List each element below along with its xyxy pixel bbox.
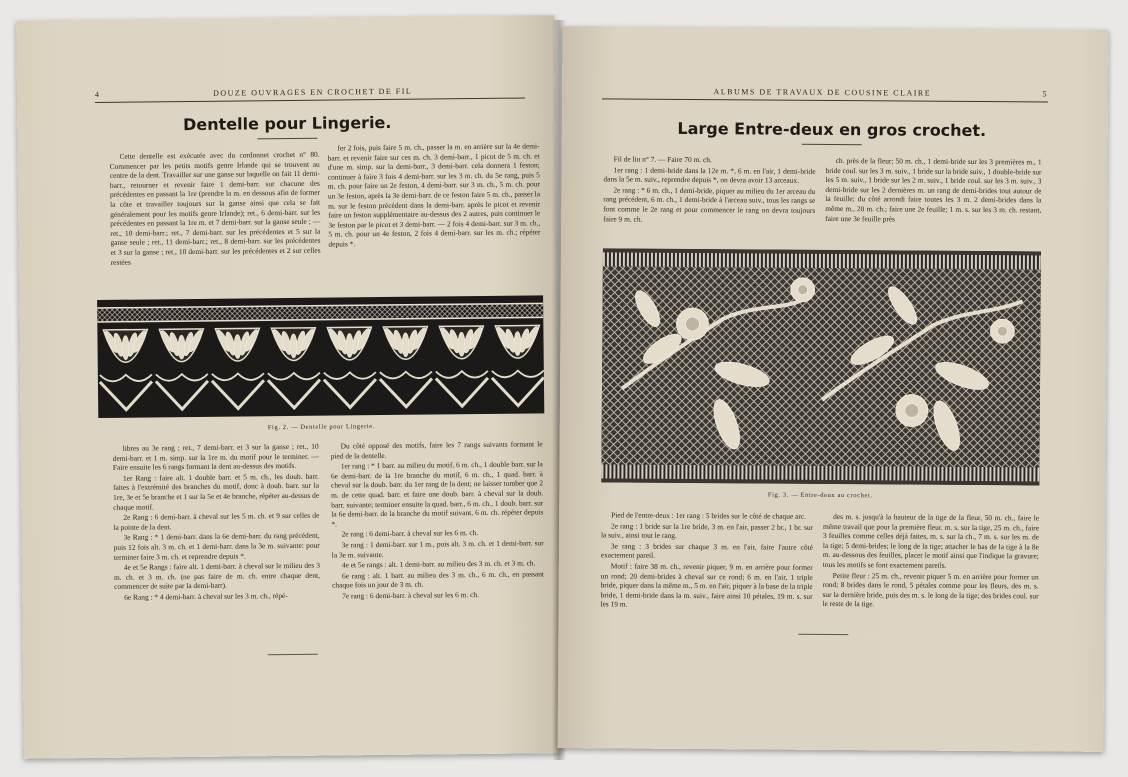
paragraph: 1er rang : * 1 barr. au milieu du motif, 6 m. ch., 1 double barr. sur la 6e demi-barr. de la 1re branche du motif, 6 m. ch., 1 quad. barr. à cheval sur la doub. barr. du 1er rang de la dent; ne laisser tomber que 2 m. de cette quad. barr. et faire une doub. barr. à cheval sur la doub. barr. suivante; terminer ensuite la quad. barr., 6 m. ch., 1 doub. barr. sur la 6e demi-barr. de la branche du motif suivant, 6 m. ch. répéter depuis *. [330,459,544,529]
paragraph: 1er Rang : faire alt. 1 double barr. et 5 m. ch., les doub. barr. faites à l'extrémité des branches du motif, donc à doub. barr. sur la 1re, 3e et 5e branche et 1 sur la 5e et 4e branche, répéter au-dessus de chaque motif. [112,471,320,512]
paragraph: 3e Rang : * 1 demi-barr. dans la 6e demi-barr. du rang précédent, puis 12 fois alt. 3 m. ch. et 1 demi-barr. dans la 3e m. suivante: pour terminer faire 3 m. ch. et reprendre depuis *. [113,531,320,562]
paragraph: 3e rang : 1 demi-barr. sur 1 m., puis alt. 3 m. ch. et 1 demi-barr. sur la 3e m. suivante. [331,538,544,560]
left-running-head-text: DOUZE OUVRAGES EN CROCHET DE FIL [213,86,413,98]
fig3-caption: Fig. 3. — Entre-deux au crochet. [767,491,873,500]
right-page [557,26,1108,752]
paragraph: fer 2 fois, puis faire 5 m. ch., passer la m. en arrière sur la 4e demi-barr. et revenir faire sur ces m. ch. 3 demi-barr., 1 picot de 5 m. ch. et d'une m. simp. sur la demi-barr., 3 demi-barr. cela donnera 1 feston; continuer à faire 3 fois 4 demi-barr. sur les 3 m. ch. du 5e rang, puis 5 m. ch. pour faire un 2e feston, 4 demi-barr. sur 3 m. ch., 5 m. ch. pour un 3e feston, après la 3e demi-barr. de ce feston faire 5 m. ch., passer la m. sur le feston précédent dans la demi-barr. après le picot et revenir faire un feston supplémentaire au-dessus des 2 autres, puis continuer le 3e feston par le picot et 3 demi-barr. — 2 fois 4 demi-barr. sur 3 m. ch., 5 m. ch. pour un 4e feston, 2 fois 4 demi-barr. sur les m. ch.; répéter depuis *. [327,141,541,249]
right-bottom-rule [798,634,848,635]
paragraph: libres au 3e rang ; ret., 7 demi-barr. et 3 sur la ganse ; ret., 10 demi-barr. et 1 m. simp. sur la 1re m. du motif pour le terminer. — Faire ensuite les 6 rangs formant la dent au-dessus des motifs. [112,441,319,473]
entre-deux-figure [601,248,1041,485]
paragraph: 4e et 5e Rangs : faire alt. 1 demi-barr. à cheval sur le milieu des 3 m. ch. et 3 m. ch. (ne pas faire de m. ch. entre chaque dent, commencer de suite par la demi-barr). [113,560,321,592]
paragraph: Du côté opposé des motifs, faire les 7 rangs suivants formant le pied de la dentelle. [330,439,543,461]
paragraph: 6e rang : alt. 1 barr. au milieu des 3 m. ch., 6 m. ch., en passant chaque fois un jour de 3 m. ch. [332,569,545,590]
paragraph: Motif : faire 38 m. ch., revenir piquer, 9 m. en arrière pour former un rond; 20 demi-brides à cheval sur ce rond; 6 m. en l'air, 1 triple bride, piquer dans la même m., 5 m. en l'air, piquer à la base de la triple bride, 1 demi-bride dans la m. suiv., faire ainsi 10 pétales, 19 m. s. sur les 19 m. [600,561,813,609]
paragraph: 6e Rang : * 4 demi-barr. à cheval sur les 3 m. ch., répé- [124,590,288,602]
paragraph: Petite fleur : 25 m. ch., revenir piquer 5 m. en arrière pour former un rond; 8 brides dans le rond, 5 pétales comme pour les fleurs, des m. s. sur la dernière bride, puis des m. s. le long de la tige; des brides coul. sur le reste de la tige. [822,570,1039,609]
right-running-head-text: ALBUMS DE TRAVAUX DE COUSINE CLAIRE [713,87,932,98]
paragraph: 2e rang : * 6 m. ch., 1 demi-bride, piquer au milieu du 1er arceau du rang précédent, 6 m. ch., 1 demi-bride à l'arceau suiv., tous les rangs se font comme le 2e rang et pour commencer le rang on devra toujours faire 9 m. ch. [603,185,816,224]
right-title-rule [802,144,862,145]
paragraph: 1er rang : 1 demi-bride dans la 12e m. *, 6 m. en l'air, 1 demi-bride dans la 5e m. suiv., reprendre depuis *, on devra avoir 13 arceaux. [603,165,816,185]
right-page-number: 5 [1042,89,1049,99]
left-bottom-rule [268,654,318,656]
right-col1-bottom [600,510,813,611]
left-running-head [95,86,525,104]
left-title-rule [257,138,317,140]
paragraph: Pied de l'entre-deux : 1er rang : 5 brides sur le côté de chaque arc. [611,510,807,521]
entre-deux-illustration [601,248,1041,485]
paragraph: 3e rang : 3 brides sur chaque 3 m. en l'air, faire l'autre côté exactement pareil. [600,541,813,561]
left-col1-bottom [113,442,321,604]
right-col1-top [603,154,815,226]
left-page-title: Dentelle pour Lingerie. [182,112,392,135]
paragraph: Cette dentelle est exécutée avec du cordonnet crochet n° 80. Commencer par les petits motifs genre Irlande qui se trouvent au centre de la dent. Travailler sur une ganse sur laquelle on fait 11 demi-barr., retourner et revenir faire 1 demi-barr. sur chacune des précédentes en passant la 1re (prendre la m. en dessous afin de former la côte et travailler toujours sur la ganse ainsi que cela se fait généralement pour les motifs genre Irlande); ret., 6 demi-barr. sur les précédentes en passant la 1re m. et 7 demi-barr. sur la ganse seule ; — ret., 10 demi-barr.; ret., 7 demi-barr. sur les précédentes et 5 sur la ganse seule ; ret., 11 demi-barr.; ret., 8 demi-barr. sur les précédentes et 3 sur la ganse ; ret., 10 demi-barr. sur les précédentes et 2 sur celles restées [109,149,321,267]
left-page-number: 4 [94,89,101,100]
left-page [16,15,562,759]
fig2-caption: Fig. 2. — Dentelle pour Lingerie. [267,423,376,432]
left-col2-top [327,141,540,250]
paragraph: 7e rang : 6 demi-barr. à cheval sur les 6 m. ch. [342,589,479,601]
paragraph: 2e Rang : 6 demi-barr. à cheval sur les 5 m. ch. et 9 sur celles de la pointe de la dent. [113,510,320,532]
right-page-title: Large Entre-deux en gros crochet. [677,118,987,141]
lace-edging-illustration [97,295,544,418]
left-col2-bottom [331,439,545,602]
paragraph: des m. s. jusqu'à la hauteur de la tige de la fleur, 50 m. ch., faire le même travail que pour la première fleur. m. s. sur la tige, 25 m. ch., faire 3 feuilles comme celles déjà faites, m. s. sur la ch., 7 m. s. sur les m. de la tige; 5 demi-brides; le long de la tige; attacher le bas de la tige à la 8e m. au-dessous des feuilles, placer le motif ainsi que l'indique la gravure; tous les motifs se font exactement pareils. [822,512,1040,570]
right-col2-top [825,156,1041,226]
paragraph: 4e et 5e rangs : alt. 1 demi-barr. au milieu des 3 m. ch. et 3 m. ch. [341,558,536,570]
lace-edging-figure [97,295,544,418]
paragraph: Fil de lin n° 7. — Faire 70 m. ch. [613,154,712,165]
paragraph: 2e rang : 1 bride sur la 1re bride, 3 m. en l'air, passer 2 br., 1 br. sur la suiv., ainsi tout le rang. [600,521,814,541]
left-col1-top [110,150,321,268]
right-col2-bottom [822,512,1039,611]
paragraph: 2e rang : 6 demi-barr. à cheval sur les 6 m. ch. [341,528,479,539]
right-running-head [602,86,1048,102]
paragraph: ch. près de la fleur; 50 m. ch., 1 demi-bride sur les 3 premières m., 1 bride coul. sur les 3 m. suiv., 1 bride sur la bride suiv., 1 double-bride sur les 5 m. suiv., 1 bride sur les 2 m. suiv., 1 bride coul. sur les 3 m. suiv., 3 demi-bride sur les 2 dernières m. un rang de demi-brides tout autour de la feuille; du côté arrondi faire toutes les 3 m. 2 demi-brides dans la même m., 20 m. ch.; faire une 2e feuille; 1 m. s. sur les 3 m. ch. restant, faire une 3e feuille près [825,156,1042,223]
